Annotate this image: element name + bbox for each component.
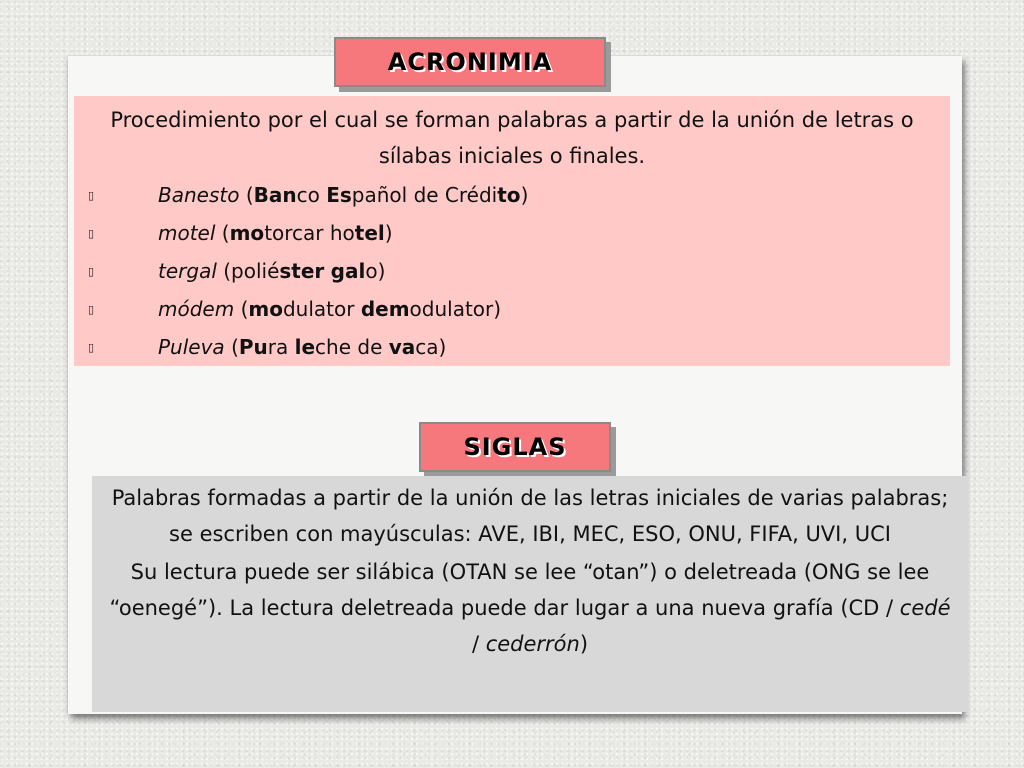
example-text: Puleva (Pura leche de vaca) bbox=[158, 335, 447, 359]
bullet-icon: ▯ bbox=[88, 302, 95, 316]
example-item bbox=[88, 290, 936, 328]
acronimia-definition: Procedimiento por el cual se forman palabras a partir de la unión de letras o sílabas iniciales o finales. bbox=[110, 108, 914, 168]
bullet-icon: ▯ bbox=[88, 226, 95, 240]
siglas-title: SIGLAS bbox=[419, 422, 611, 472]
acronimia-title: ACRONIMIA bbox=[334, 37, 606, 87]
bullet-icon: ▯ bbox=[88, 264, 95, 278]
siglas-panel bbox=[92, 476, 968, 712]
acronimia-panel bbox=[74, 96, 950, 366]
example-text: Banesto (Banco Español de Crédito) bbox=[158, 183, 529, 207]
example-item bbox=[88, 176, 936, 214]
bullet-icon: ▯ bbox=[88, 340, 95, 354]
example-item bbox=[88, 214, 936, 252]
siglas-paragraph-2: Su lectura puede ser silábica (OTAN se lee “otan”) o deletreada (ONG se lee “oenegé”). La lectura deletreada puede dar lugar a una nueva grafía (CD / cedé / cederrón) bbox=[109, 560, 951, 656]
example-text: módem (modulator demodulator) bbox=[158, 297, 502, 321]
example-item bbox=[88, 328, 936, 366]
example-text: tergal (poliéster galo) bbox=[158, 259, 386, 283]
example-item bbox=[88, 252, 936, 290]
bullet-icon: ▯ bbox=[88, 188, 95, 202]
siglas-paragraph-1: Palabras formadas a partir de la unión de las letras iniciales de varias palabras; se escriben con mayúsculas: AVE, IBI, MEC, ESO, ONU, FIFA, UVI, UCI bbox=[111, 486, 949, 546]
example-text: motel (motorcar hotel) bbox=[158, 221, 393, 245]
